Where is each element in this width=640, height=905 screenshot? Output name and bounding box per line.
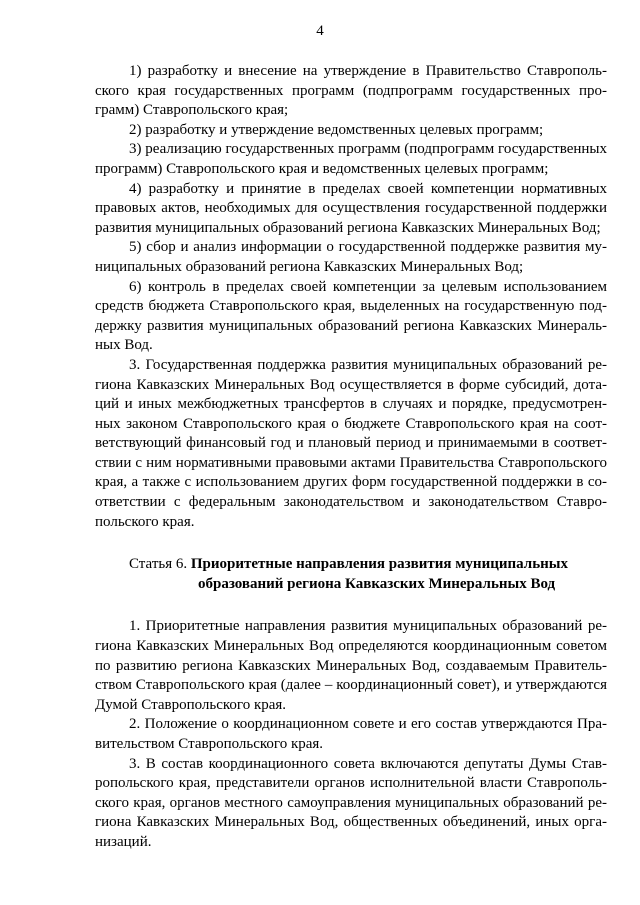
article-6-paragraph-1: 1. Приоритетные направления развития муниципальных образований региона Кавказских Минеральных Вод определяются координационным советом по развитию региона Кавказских Минеральных Вод, создаваемым Правительством Ставропольского края (далее – координационный совет), и утверждаются Думой Ставропольского края. — [95, 618, 607, 713]
document-body — [95, 62, 607, 853]
list-item-4: 4) разработку и принятие в пределах своей компетенции нормативных правовых актов, необходимых для осуществления государственной поддержки развития муниципальных образований региона Кавказских Минеральных Вод; — [95, 180, 607, 236]
list-item-6: 6) контроль в пределах своей компетенции за целевым использованием средств бюджета Ставропольского края, выделенных на государственную поддержку развития муниципальных образований региона Кавказских Минеральных Вод. — [95, 278, 607, 354]
page-number: 4 — [316, 23, 324, 39]
list-item-2: 2) разработку и утверждение ведомственных целевых программ; — [129, 121, 544, 138]
list-item-5: 5) сбор и анализ информации о государственной поддержке развития муниципальных образований региона Кавказских Минеральных Вод; — [95, 239, 607, 275]
article-6-title-line-2: образований региона Кавказских Минеральных Вод — [198, 575, 556, 592]
paragraph-3: 3. Государственная поддержка развития муниципальных образований региона Кавказских Минеральных Вод осуществляется в форме субсидий, дотаций и иных межбюджетных трансфертов в случаях и порядке, предусмотренных законом Ставропольского края о бюджете Ставропольского края на соответствующий финансовый год и плановый период и принимаемыми в соответствии с ним нормативными правовыми актами Правительства Ставропольского края, а также с использованием других форм государственной поддержки в соответствии с федеральным законодательством и законодательством Ставропольского края. — [95, 356, 607, 530]
list-item-1: 1) разработку и внесение на утверждение в Правительство Ставропольского края государственных программ (подпрограмм государственных программ) Ставропольского края; — [95, 63, 607, 119]
article-6-label: Статья 6. — [129, 556, 188, 573]
article-6-paragraph-3: 3. В состав координационного совета включаются депутаты Думы Ставропольского края, представители органов исполнительной власти Ставропольского края, органов местного самоуправления муниципальных образований региона Кавказских Минеральных Вод, общественных объединений, иных организаций. — [95, 755, 607, 850]
article-6-heading — [95, 555, 607, 594]
article-6-title-line-1: Приоритетные направления развития муниципальных — [190, 556, 568, 573]
list-item-3: 3) реализацию государственных программ (подпрограмм государственных программ) Ставропольского края и ведомственных целевых программ; — [95, 141, 608, 177]
article-6-paragraph-2: 2. Положение о координационном совете и его состав утверждаются Правительством Ставропольского края. — [95, 716, 607, 752]
